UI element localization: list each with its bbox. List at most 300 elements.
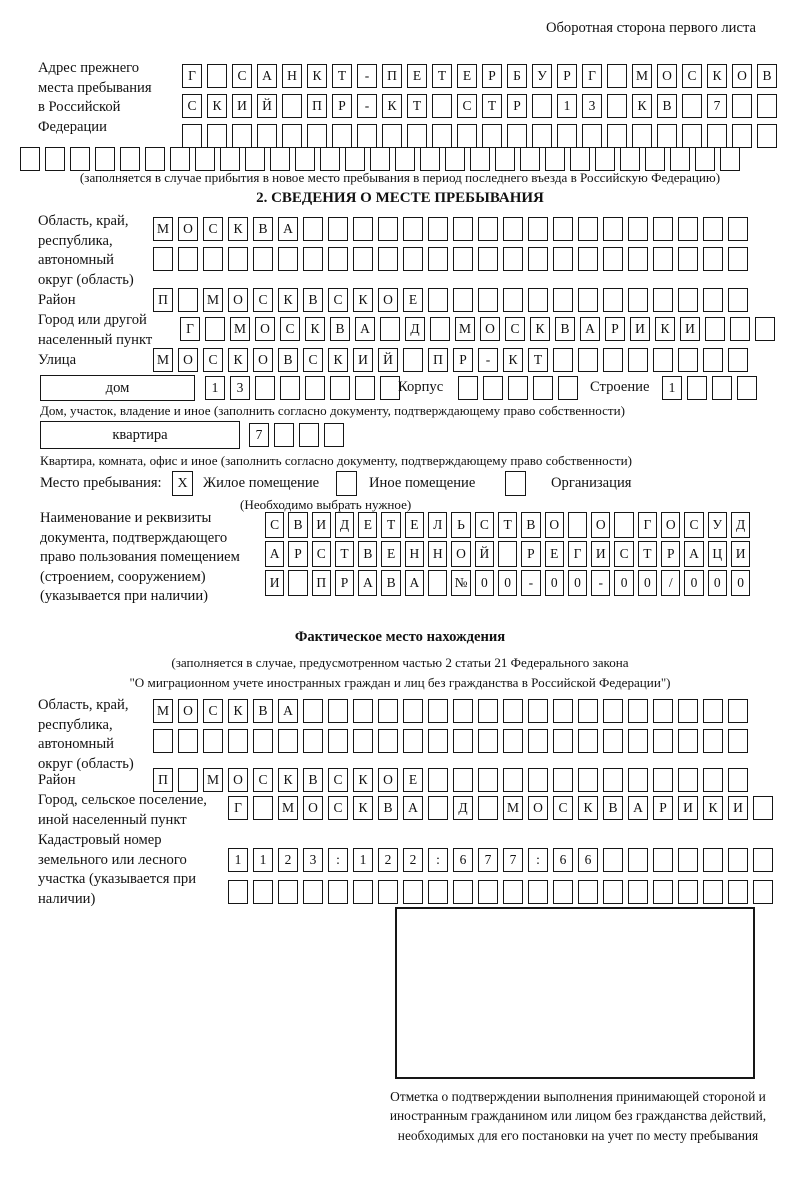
char-cell: Е: [358, 512, 377, 538]
char-cell: В: [288, 512, 307, 538]
oblast-label: Область, край, республика, автономный округ (область): [38, 213, 134, 288]
char-cell: О: [178, 699, 198, 723]
stamp-box: [395, 907, 755, 1079]
char-cell: Т: [528, 348, 548, 372]
char-cell: [528, 699, 548, 723]
checkbox-zhiloe[interactable]: X: [172, 471, 193, 496]
char-cell: О: [228, 768, 248, 792]
raion-row[interactable]: [153, 288, 748, 312]
prev-address-row-2[interactable]: [182, 94, 777, 118]
oblast-row-1[interactable]: [153, 217, 748, 241]
char-cell: [503, 217, 523, 241]
char-cell: [678, 699, 698, 723]
char-cell: [653, 217, 673, 241]
char-cell: [503, 247, 523, 271]
char-cell: [305, 376, 325, 400]
prev-address-row-4[interactable]: [20, 147, 740, 171]
factual-oblast-label: Область, край, республика, автономный округ (область): [38, 697, 134, 772]
char-cell: [353, 247, 373, 271]
char-cell: К: [228, 699, 248, 723]
char-cell: [353, 880, 373, 904]
char-cell: О: [228, 288, 248, 312]
char-cell: [628, 699, 648, 723]
char-cell: [578, 247, 598, 271]
char-cell: К: [578, 796, 598, 820]
char-cell: 7: [249, 423, 269, 447]
char-cell: [328, 880, 348, 904]
mesto-label: Место пребывания:: [40, 475, 162, 491]
char-cell: [303, 880, 323, 904]
char-cell: А: [265, 541, 284, 567]
char-cell: 0: [731, 570, 750, 596]
char-cell: [570, 147, 590, 171]
char-cell: [378, 217, 398, 241]
char-cell: [532, 124, 552, 148]
char-cell: [578, 217, 598, 241]
char-cell: [657, 124, 677, 148]
kvartira-label-box: квартира: [40, 421, 240, 449]
char-cell: [257, 124, 277, 148]
kadastr-row-2[interactable]: [228, 880, 773, 904]
char-cell: Ц: [708, 541, 727, 567]
kvartira-row[interactable]: [249, 423, 344, 447]
char-cell: [303, 729, 323, 753]
char-cell: [682, 124, 702, 148]
char-cell: [728, 288, 748, 312]
char-cell: М: [278, 796, 298, 820]
char-cell: [378, 880, 398, 904]
char-cell: Р: [482, 64, 502, 88]
factual-raion-row[interactable]: [153, 768, 748, 792]
korpus-label: Корпус: [398, 379, 444, 395]
char-cell: [145, 147, 165, 171]
char-cell: [453, 729, 473, 753]
factual-gorod-label: Город, сельское поселение, иной населенный пункт: [38, 792, 207, 828]
char-cell: С: [265, 512, 284, 538]
ulitsa-row[interactable]: [153, 348, 748, 372]
char-cell: Г: [180, 317, 200, 341]
char-cell: [178, 768, 198, 792]
char-cell: [503, 768, 523, 792]
char-cell: С: [682, 64, 702, 88]
char-cell: 6: [578, 848, 598, 872]
char-cell: [653, 348, 673, 372]
char-cell: [182, 124, 202, 148]
char-cell: Р: [453, 348, 473, 372]
char-cell: [430, 317, 450, 341]
char-cell: [603, 288, 623, 312]
char-cell: Е: [405, 512, 424, 538]
char-cell: [205, 317, 225, 341]
char-cell: К: [707, 64, 727, 88]
char-cell: 0: [638, 570, 657, 596]
char-cell: Й: [475, 541, 494, 567]
char-cell: 3: [582, 94, 602, 118]
char-cell: [453, 880, 473, 904]
char-cell: А: [580, 317, 600, 341]
char-cell: [178, 729, 198, 753]
char-cell: С: [253, 288, 273, 312]
char-cell: К: [655, 317, 675, 341]
char-cell: К: [207, 94, 227, 118]
char-cell: 1: [228, 848, 248, 872]
char-cell: С: [328, 288, 348, 312]
char-cell: [288, 570, 307, 596]
stroenie-label: Строение: [590, 379, 650, 395]
char-cell: [603, 217, 623, 241]
char-cell: [682, 94, 702, 118]
char-cell: Г: [568, 541, 587, 567]
char-cell: [478, 217, 498, 241]
char-cell: [420, 147, 440, 171]
char-cell: Р: [653, 796, 673, 820]
char-cell: [607, 124, 627, 148]
char-cell: Е: [407, 64, 427, 88]
char-cell: К: [305, 317, 325, 341]
doc-row-1[interactable]: [265, 512, 750, 538]
char-cell: [707, 124, 727, 148]
char-cell: [678, 217, 698, 241]
char-cell: О: [303, 796, 323, 820]
char-cell: [453, 768, 473, 792]
char-cell: Б: [507, 64, 527, 88]
char-cell: [753, 880, 773, 904]
dom-note: Дом, участок, владение и иное (заполнить согласно документу, подтверждающему право собственности): [40, 403, 626, 418]
char-cell: Д: [335, 512, 354, 538]
char-cell: Е: [403, 288, 423, 312]
char-cell: [382, 124, 402, 148]
char-cell: С: [312, 541, 331, 567]
char-cell: [578, 880, 598, 904]
char-cell: В: [330, 317, 350, 341]
char-cell: [470, 147, 490, 171]
char-cell: А: [405, 570, 424, 596]
char-cell: Т: [407, 94, 427, 118]
char-cell: [578, 729, 598, 753]
char-cell: [328, 247, 348, 271]
char-cell: [378, 729, 398, 753]
char-cell: 2: [378, 848, 398, 872]
char-cell: Е: [403, 768, 423, 792]
char-cell: [703, 288, 723, 312]
doc-row-2[interactable]: [265, 541, 750, 567]
char-cell: Р: [507, 94, 527, 118]
char-cell: [458, 376, 478, 400]
char-cell: [578, 699, 598, 723]
char-cell: Г: [582, 64, 602, 88]
char-cell: [328, 699, 348, 723]
char-cell: [453, 699, 473, 723]
char-cell: -: [521, 570, 540, 596]
char-cell: Е: [381, 541, 400, 567]
char-cell: 7: [707, 94, 727, 118]
char-cell: Т: [335, 541, 354, 567]
char-cell: [428, 729, 448, 753]
prev-address-row-1[interactable]: [182, 64, 777, 88]
char-cell: :: [528, 848, 548, 872]
char-cell: [478, 768, 498, 792]
char-cell: [545, 147, 565, 171]
char-cell: С: [303, 348, 323, 372]
char-cell: [705, 317, 725, 341]
char-cell: [278, 247, 298, 271]
char-cell: №: [451, 570, 470, 596]
char-cell: [670, 147, 690, 171]
char-cell: [628, 848, 648, 872]
mesto-note: (Необходимо выбрать нужное): [240, 497, 412, 512]
char-cell: [278, 880, 298, 904]
char-cell: И: [353, 348, 373, 372]
char-cell: -: [591, 570, 610, 596]
char-cell: [295, 147, 315, 171]
char-cell: [712, 376, 732, 400]
char-cell: [553, 247, 573, 271]
char-cell: О: [378, 768, 398, 792]
char-cell: М: [230, 317, 250, 341]
char-cell: [520, 147, 540, 171]
kadastr-row-1[interactable]: [228, 848, 773, 872]
char-cell: Т: [482, 94, 502, 118]
char-cell: О: [255, 317, 275, 341]
char-cell: [503, 729, 523, 753]
char-cell: [178, 247, 198, 271]
char-cell: М: [203, 768, 223, 792]
char-cell: [603, 729, 623, 753]
char-cell: [628, 288, 648, 312]
char-cell: [353, 217, 373, 241]
char-cell: О: [528, 796, 548, 820]
char-cell: [628, 768, 648, 792]
char-cell: А: [355, 317, 375, 341]
char-cell: [528, 247, 548, 271]
char-cell: У: [708, 512, 727, 538]
factual-oblast-row-1[interactable]: [153, 699, 748, 723]
char-cell: А: [403, 796, 423, 820]
char-cell: И: [678, 796, 698, 820]
char-cell: [303, 699, 323, 723]
char-cell: [70, 147, 90, 171]
char-cell: :: [428, 848, 448, 872]
char-cell: А: [358, 570, 377, 596]
char-cell: М: [153, 699, 173, 723]
char-cell: [428, 570, 447, 596]
char-cell: [253, 729, 273, 753]
factual-note-2: "О миграционном учете иностранных граждан и лиц без гражданства в Российской Федерации"): [129, 675, 671, 690]
char-cell: С: [505, 317, 525, 341]
factual-gorod-row[interactable]: [228, 796, 773, 820]
char-cell: В: [381, 570, 400, 596]
char-cell: [457, 124, 477, 148]
char-cell: [207, 124, 227, 148]
char-cell: Р: [661, 541, 680, 567]
char-cell: [355, 376, 375, 400]
char-cell: [753, 796, 773, 820]
char-cell: А: [278, 217, 298, 241]
char-cell: С: [182, 94, 202, 118]
char-cell: Р: [335, 570, 354, 596]
char-cell: [607, 64, 627, 88]
kvartira-note: Квартира, комната, офис и иное (заполнить согласно документу, подтверждающему право собственности): [40, 453, 632, 468]
char-cell: [453, 247, 473, 271]
prev-address-row-3[interactable]: [182, 124, 777, 148]
section2-title: 2. СВЕДЕНИЯ О МЕСТЕ ПРЕБЫВАНИЯ: [256, 190, 544, 206]
char-cell: 1: [353, 848, 373, 872]
char-cell: [553, 348, 573, 372]
char-cell: [703, 848, 723, 872]
char-cell: В: [603, 796, 623, 820]
char-cell: [628, 247, 648, 271]
option-zhiloe-label: Жилое помещение: [203, 475, 320, 491]
char-cell: [595, 147, 615, 171]
dom-number-row[interactable]: [205, 376, 400, 400]
char-cell: 0: [614, 570, 633, 596]
char-cell: Г: [638, 512, 657, 538]
char-cell: 3: [230, 376, 250, 400]
char-cell: [207, 64, 227, 88]
char-cell: [495, 147, 515, 171]
factual-oblast-row-2[interactable]: [153, 729, 748, 753]
char-cell: К: [278, 768, 298, 792]
char-cell: 7: [503, 848, 523, 872]
char-cell: [653, 288, 673, 312]
char-cell: [653, 880, 673, 904]
char-cell: [703, 768, 723, 792]
char-cell: В: [378, 796, 398, 820]
char-cell: [578, 768, 598, 792]
doc-row-3[interactable]: [265, 570, 750, 596]
char-cell: В: [278, 348, 298, 372]
raion-label: Район: [38, 292, 76, 308]
dom-label-box: дом: [40, 375, 195, 401]
char-cell: [20, 147, 40, 171]
factual-note-1: (заполняется в случае, предусмотренном частью 2 статьи 21 Федерального закона: [171, 655, 629, 670]
char-cell: [220, 147, 240, 171]
char-cell: Д: [453, 796, 473, 820]
char-cell: М: [153, 348, 173, 372]
char-cell: К: [278, 288, 298, 312]
char-cell: О: [591, 512, 610, 538]
char-cell: [328, 729, 348, 753]
char-cell: [228, 247, 248, 271]
char-cell: [253, 796, 273, 820]
char-cell: М: [632, 64, 652, 88]
char-cell: [737, 376, 757, 400]
checkbox-inoe[interactable]: [336, 471, 357, 496]
char-cell: [253, 247, 273, 271]
char-cell: [755, 317, 775, 341]
char-cell: [533, 376, 553, 400]
char-cell: [720, 147, 740, 171]
char-cell: К: [353, 768, 373, 792]
char-cell: С: [553, 796, 573, 820]
char-cell: В: [253, 699, 273, 723]
korpus-row[interactable]: [458, 376, 578, 400]
stamp-caption: Отметка о подтверждении выполнения принимающей стороной и иностранным гражданином или лицом без гражданства действий, необходимых для его постановки на учет по месту пребывания: [389, 1089, 767, 1143]
char-cell: [357, 124, 377, 148]
char-cell: [653, 699, 673, 723]
char-cell: И: [232, 94, 252, 118]
char-cell: [553, 217, 573, 241]
char-cell: С: [232, 64, 252, 88]
char-cell: И: [630, 317, 650, 341]
char-cell: [728, 729, 748, 753]
char-cell: В: [757, 64, 777, 88]
char-cell: 6: [453, 848, 473, 872]
doc-label: Наименование и реквизиты документа, подтверждающего право пользования помещением (строением, сооружением) (указывается при наличии): [40, 510, 240, 604]
char-cell: Р: [521, 541, 540, 567]
char-cell: [253, 880, 273, 904]
char-cell: [553, 880, 573, 904]
char-cell: [632, 124, 652, 148]
char-cell: [403, 348, 423, 372]
char-cell: [482, 124, 502, 148]
char-cell: [478, 796, 498, 820]
checkbox-organizaciya[interactable]: [505, 471, 526, 496]
factual-title: Фактическое место нахождения: [294, 629, 506, 645]
gorod-row[interactable]: [180, 317, 775, 341]
char-cell: К: [530, 317, 550, 341]
char-cell: [728, 217, 748, 241]
char-cell: А: [684, 541, 703, 567]
char-cell: 6: [553, 848, 573, 872]
char-cell: [403, 699, 423, 723]
char-cell: [730, 317, 750, 341]
char-cell: [503, 880, 523, 904]
char-cell: Ь: [451, 512, 470, 538]
char-cell: П: [428, 348, 448, 372]
char-cell: [603, 768, 623, 792]
char-cell: [428, 768, 448, 792]
char-cell: [653, 848, 673, 872]
char-cell: [568, 512, 587, 538]
char-cell: Д: [731, 512, 750, 538]
char-cell: П: [382, 64, 402, 88]
char-cell: П: [312, 570, 331, 596]
option-organizaciya-label: Организация: [551, 475, 632, 491]
char-cell: :: [328, 848, 348, 872]
char-cell: 2: [403, 848, 423, 872]
char-cell: [380, 317, 400, 341]
char-cell: [614, 512, 633, 538]
char-cell: М: [503, 796, 523, 820]
char-cell: [728, 247, 748, 271]
char-cell: К: [307, 64, 327, 88]
page-corner-note: Оборотная сторона первого листа: [545, 20, 756, 36]
char-cell: [120, 147, 140, 171]
char-cell: [428, 796, 448, 820]
char-cell: [528, 768, 548, 792]
oblast-row-2[interactable]: [153, 247, 748, 271]
char-cell: [45, 147, 65, 171]
char-cell: [757, 124, 777, 148]
char-cell: [353, 729, 373, 753]
char-cell: С: [203, 217, 223, 241]
char-cell: [678, 288, 698, 312]
char-cell: Р: [332, 94, 352, 118]
char-cell: 0: [708, 570, 727, 596]
char-cell: И: [731, 541, 750, 567]
stroenie-row[interactable]: [662, 376, 757, 400]
char-cell: [603, 348, 623, 372]
char-cell: А: [257, 64, 277, 88]
char-cell: [378, 247, 398, 271]
char-cell: [732, 124, 752, 148]
char-cell: [328, 217, 348, 241]
char-cell: [703, 729, 723, 753]
char-cell: Г: [228, 796, 248, 820]
char-cell: [280, 376, 300, 400]
char-cell: [558, 376, 578, 400]
